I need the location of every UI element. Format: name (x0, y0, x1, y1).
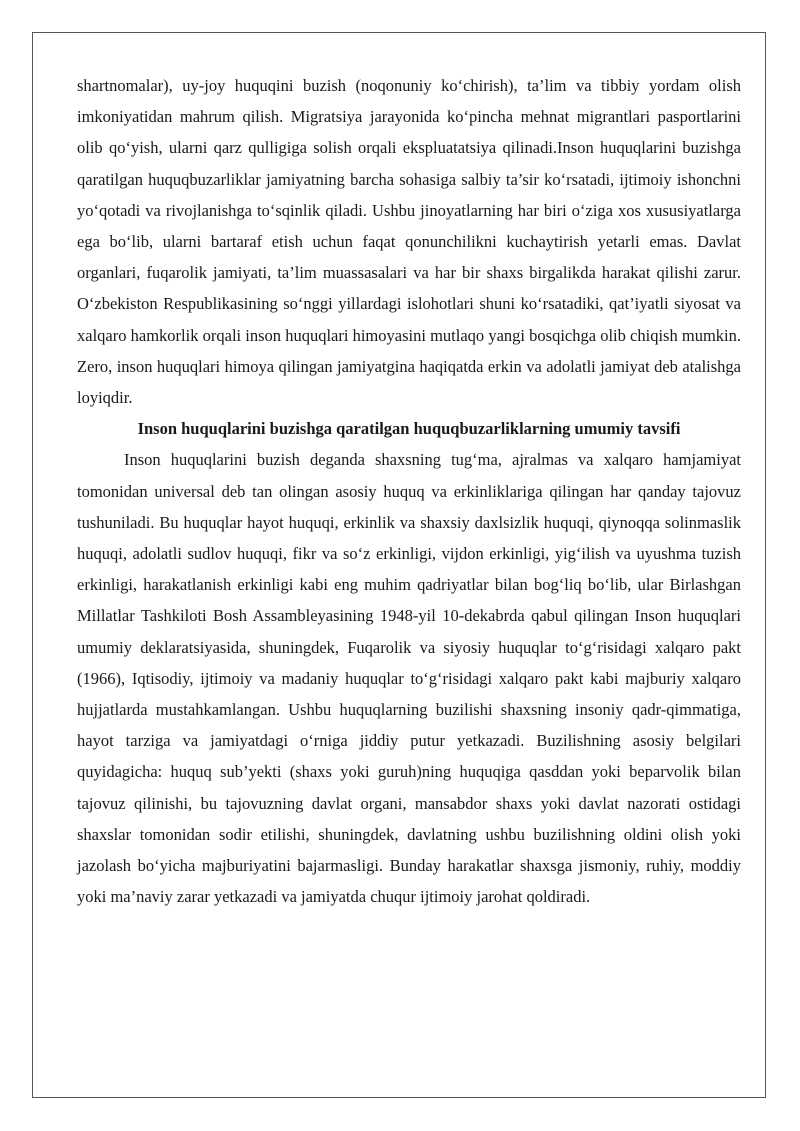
paragraph-continued: shartnomalar), uy-joy huquqini buzish (noqonuniy ko‘chirish), ta’lim va tibbiy yordam olish imkoniyatidan mahrum qilish. Migratsiya jarayonida ko‘pincha mehnat migrantlari pasportlarini olib qo‘yish, ularni qarz qulligiga solish orqali ekspluatatsiya qilinadi.Inson huquqlarini buzishga qaratilgan huquqbuzarliklar jamiyatning barcha sohasiga salbiy ta’sir ko‘rsatadi, ijtimoiy ishonchni yo‘qotadi va rivojlanishga to‘sqinlik qiladi. Ushbu jinoyatlarning har biri o‘ziga xos xususiyatlarga ega bo‘lib, ularni bartaraf etish uchun faqat qonunchilikni kuchaytirish yetarli emas. Davlat organlari, fuqarolik jamiyati, ta’lim muassasalari va har bir shaxs birgalikda harakat qilishi zarur. O‘zbekiston Respublikasining so‘nggi yillardagi islohotlari shuni ko‘rsatadiki, qat’iyatli siyosat va xalqaro hamkorlik orqali inson huquqlari himoyasini mutlaqo yangi bosqichga olib chiqish mumkin. Zero, inson huquqlari himoya qilingan jamiyatgina haqiqatda erkin va adolatli jamiyat deb atalishga loyiqdir. (77, 76, 741, 408)
paragraph-section-intro: Inson huquqlarini buzish deganda shaxsning tug‘ma, ajralmas va xalqaro hamjamiyat tomonidan universal deb tan olingan asosiy huquq va erkinliklariga qilingan har qanday tajovuz tushuniladi. Bu huquqlar hayot huquqi, erkinlik va shaxsiy daxlsizlik huquqi, qiynoqqa solinmaslik huquqi, adolatli sudlov huquqi, fikr va so‘z erkinligi, vijdon erkinligi, yig‘ilish va uyushma tuzish erkinligi, harakatlanish erkinligi kabi eng muhim qadriyatlar bilan bog‘liq bo‘lib, ular Birlashgan Millatlar Tashkiloti Bosh Assambleyasining 1948-yil 10-dekabrda qabul qilingan Inson huquqlari umumiy deklaratsiyasida, shuningdek, Fuqarolik va siyosiy huquqlar to‘g‘risidagi xalqaro pakt (1966), Iqtisodiy, ijtimoiy va madaniy huquqlar to‘g‘risidagi xalqaro pakt kabi majburiy xalqaro hujjatlarda mustahkamlangan. Ushbu huquqlarning buzilishi shaxsning insoniy qadr-qimmatiga, hayot tarziga va jamiyatdagi o‘rniga jiddiy putur yetkazadi. Buzilishning asosiy belgilari quyidagicha: huquq sub’yekti (shaxs yoki guruh)ning huquqiga qasddan yoki beparvolik bilan tajovuz qilinishi, bu tajovuzning davlat organi, mansabdor shaxs yoki davlat nazorati ostidagi shaxslar tomonidan sodir etilishi, shuningdek, davlatning ushbu buzilishning oldini olish yoki jazolash bo‘yicha majburiyatini bajarmasligi. Bunday harakatlar shaxsga jismoniy, ruhiy, moddiy yoki ma’naviy zarar yetkazadi va jamiyatda chuqur ijtimoiy jarohat qoldiradi. (77, 450, 741, 907)
section-heading: Inson huquqlarini buzishga qaratilgan huquqbuzarliklarning umumiy tavsifi (137, 419, 681, 439)
document-body (77, 70, 741, 912)
